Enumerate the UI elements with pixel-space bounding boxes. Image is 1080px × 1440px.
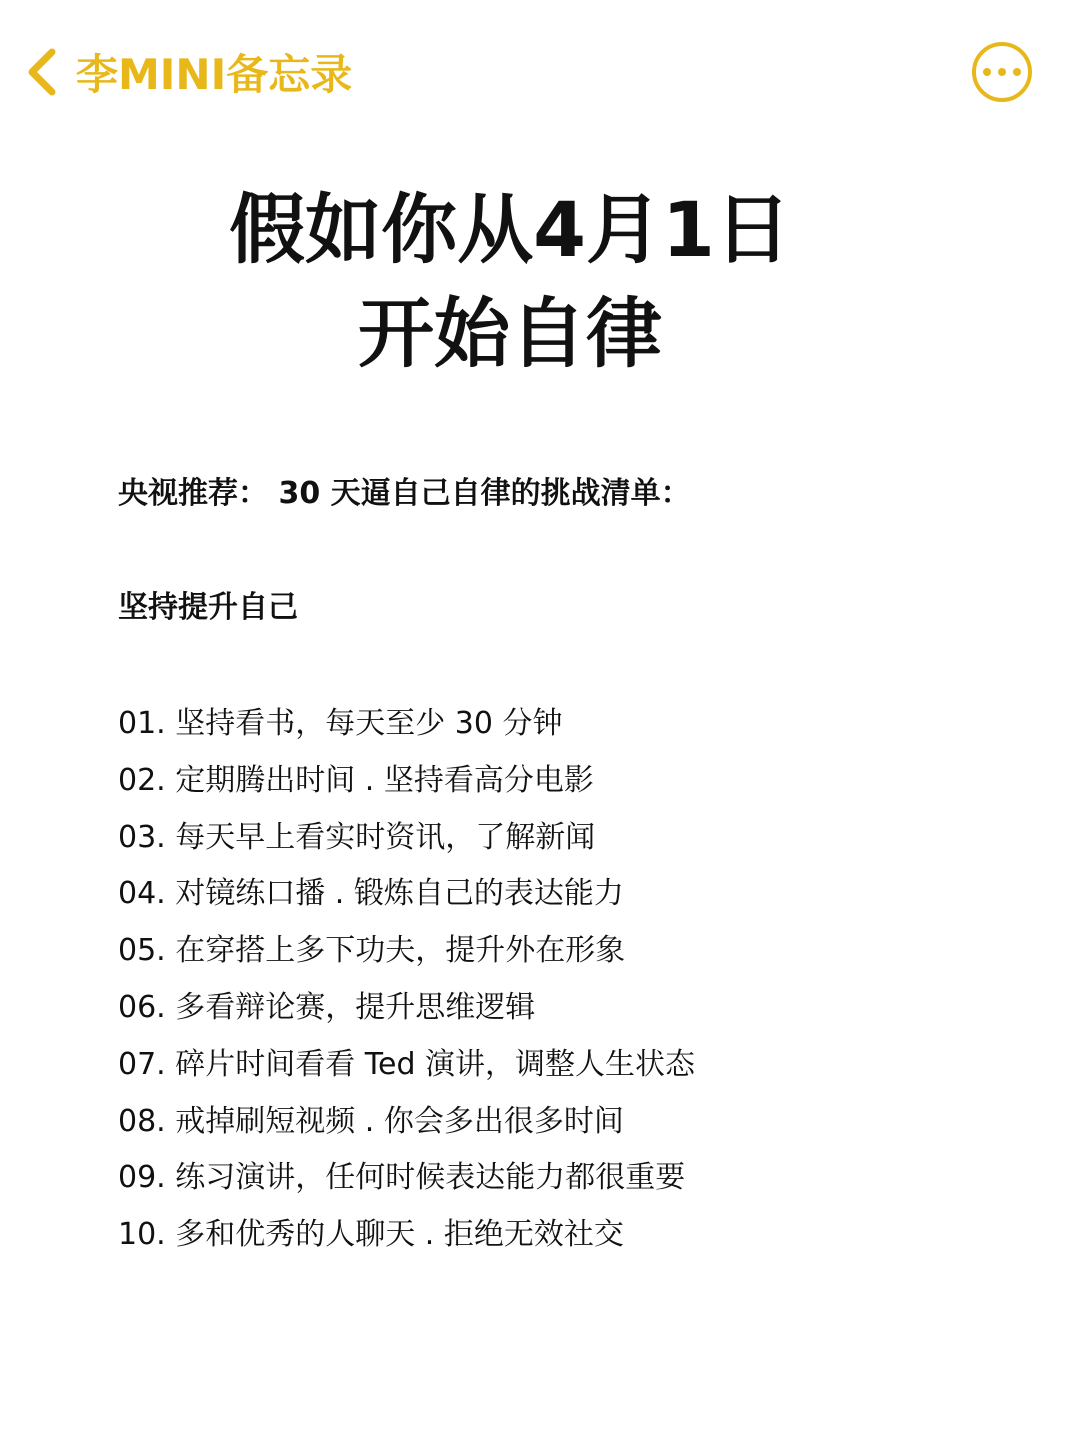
- list-item: 02. 定期腾出时间 . 坚持看高分电影: [118, 762, 594, 798]
- list-item: 01. 坚持看书，每天至少 30 分钟: [118, 706, 563, 741]
- list-item: 04. 对镜练口播 . 锻炼自己的表达能力: [118, 876, 624, 912]
- more-horizontal-icon-dot: [1013, 68, 1021, 76]
- list-item: 10. 多和优秀的人聊天 . 拒绝无效社交: [118, 1217, 624, 1253]
- list-item: 06. 多看辩论赛，提升思维逻辑: [118, 989, 536, 1025]
- note-title-line-1: 假如你从4月1日: [229, 185, 791, 274]
- navigation-bar: [0, 0, 1080, 140]
- more-options-button[interactable]: [972, 42, 1032, 102]
- back-button[interactable]: [18, 40, 352, 104]
- list-item: 09. 练习演讲，任何时候表达能力都很重要: [118, 1160, 686, 1196]
- note-title-line-2: 开始自律: [358, 289, 662, 378]
- chevron-left-icon: [18, 42, 74, 102]
- list-item: 08. 戒掉刷短视频 . 你会多出很多时间: [118, 1103, 624, 1139]
- list-item: 05. 在穿搭上多下功夫，提升外在形象: [118, 933, 626, 969]
- list-item: 07. 碎片时间看看 Ted 演讲，调整人生状态: [118, 1046, 696, 1082]
- back-button-label: 李MINI备忘录: [76, 50, 353, 99]
- note-subtitle: 央视推荐： 30 天逼自己自律的挑战清单：: [118, 476, 691, 511]
- more-horizontal-icon: [983, 68, 991, 76]
- note-title: [0, 178, 1020, 386]
- section-heading: 坚持提升自己: [118, 590, 298, 625]
- more-horizontal-icon-dot: [998, 68, 1006, 76]
- list-item: 03. 每天早上看实时资讯，了解新闻: [118, 819, 596, 855]
- checklist: [118, 696, 695, 1264]
